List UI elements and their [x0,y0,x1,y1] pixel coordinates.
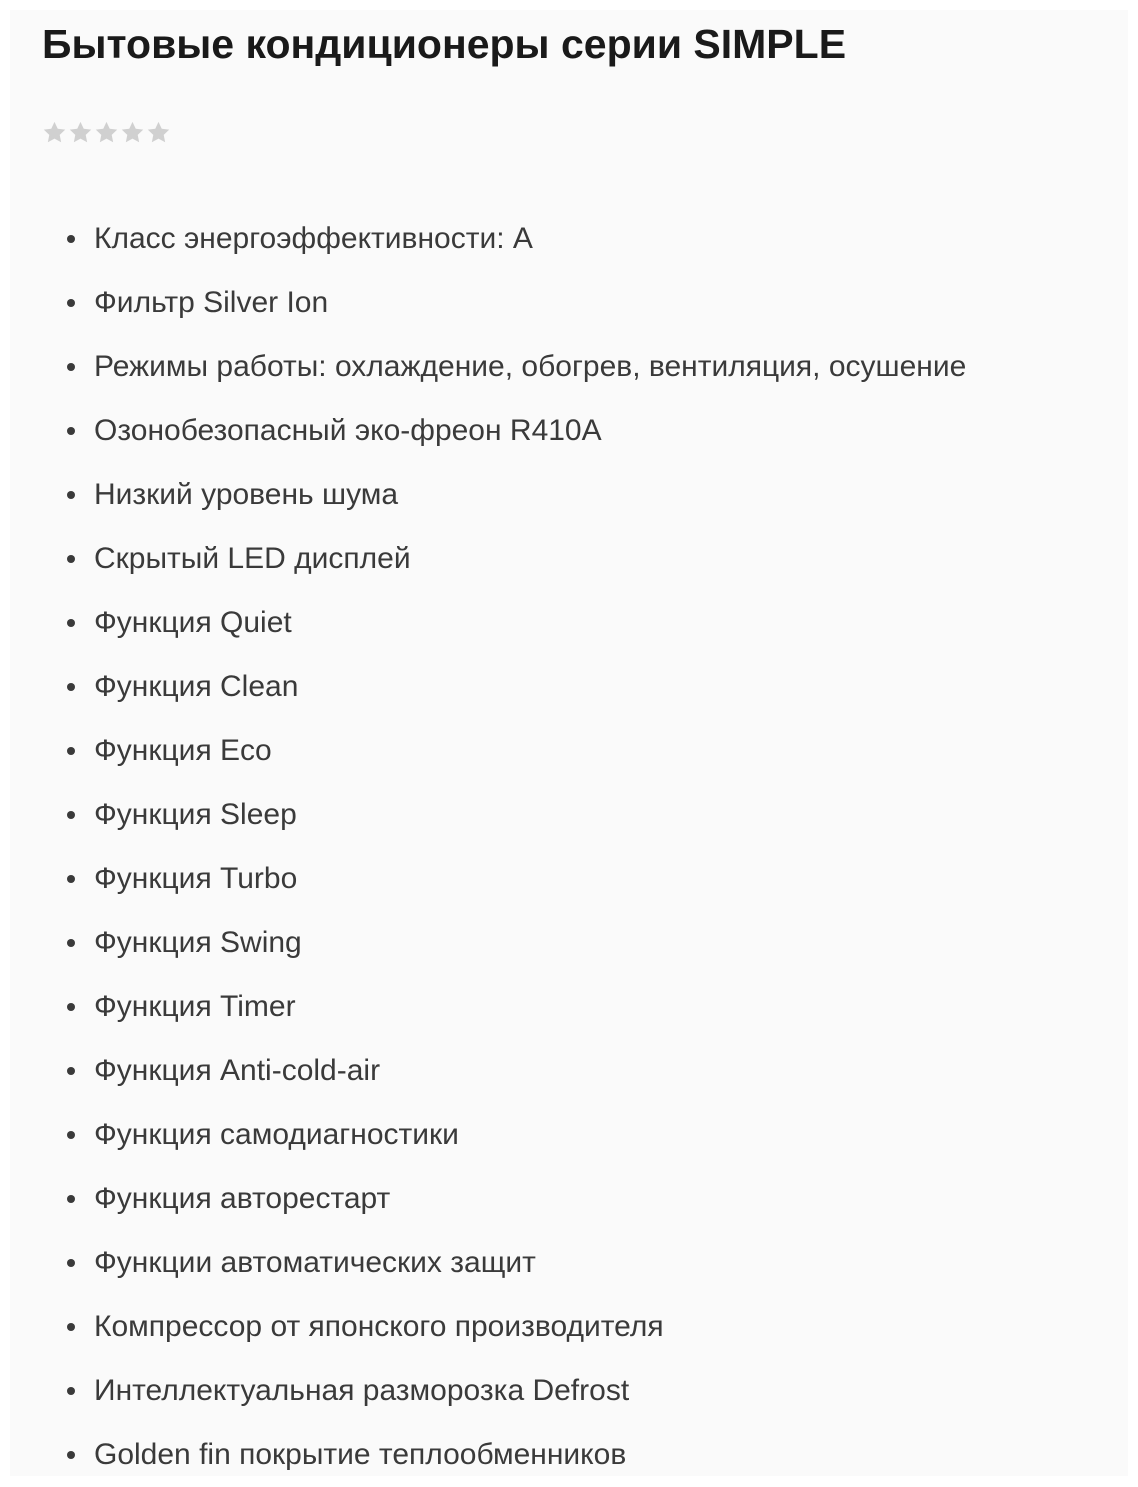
bullet-icon [67,555,75,563]
feature-item [70,783,966,847]
feature-item [70,271,966,335]
bullet-icon [67,1131,75,1139]
feature-text: Режимы работы: охлаждение, обогрев, вентиляция, осушение [94,350,967,383]
feature-item [70,591,966,655]
rating-stars[interactable] [42,120,171,145]
feature-item [70,975,966,1039]
feature-item [70,1423,966,1487]
bullet-icon [67,427,75,435]
feature-item [70,463,966,527]
feature-item [70,527,966,591]
feature-item [70,207,966,271]
bullet-icon [67,1259,75,1267]
feature-text: Функция Anti-cold-air [94,1054,381,1087]
feature-text: Функция Quiet [94,606,292,639]
bullet-icon [67,1003,75,1011]
bullet-icon [67,1451,75,1459]
bullet-icon [67,363,75,371]
star-icon[interactable] [146,120,171,145]
star-icon[interactable] [68,120,93,145]
bullet-icon [67,1323,75,1331]
bullet-icon [67,875,75,883]
star-icon[interactable] [120,120,145,145]
feature-item [70,847,966,911]
feature-item [70,1231,966,1295]
feature-item [70,1167,966,1231]
feature-text: Фильтр Silver Ion [94,286,329,319]
feature-item [70,655,966,719]
feature-item [70,719,966,783]
feature-item [70,911,966,975]
bullet-icon [67,491,75,499]
feature-text: Класс энергоэффективности: A [94,222,533,255]
bullet-icon [67,747,75,755]
feature-list [70,207,966,1487]
feature-text: Функции автоматических защит [94,1246,536,1279]
feature-text: Функция Sleep [94,798,297,831]
feature-item [70,1359,966,1423]
feature-item [70,335,966,399]
feature-item [70,399,966,463]
bullet-icon [67,299,75,307]
product-card [10,10,1128,1476]
bullet-icon [67,235,75,243]
star-icon[interactable] [94,120,119,145]
bullet-icon [67,1195,75,1203]
feature-text: Golden fin покрытие теплообменников [94,1438,627,1471]
feature-text: Озонобезопасный эко-фреон R410A [94,414,602,447]
bullet-icon [67,683,75,691]
feature-text: Функция Clean [94,670,299,703]
feature-text: Функция Turbo [94,862,298,895]
bullet-icon [67,1387,75,1395]
bullet-icon [67,619,75,627]
feature-item [70,1039,966,1103]
feature-text: Низкий уровень шума [94,478,399,511]
star-icon[interactable] [42,120,67,145]
feature-text: Функция самодиагностики [94,1118,459,1151]
feature-text: Функция авторестарт [94,1182,391,1215]
feature-text: Функция Swing [94,926,302,959]
feature-text: Скрытый LED дисплей [94,542,411,575]
page-title: Бытовые кондиционеры серии SIMPLE [42,21,847,67]
feature-text: Компрессор от японского производителя [94,1310,664,1343]
bullet-icon [67,811,75,819]
feature-item [70,1295,966,1359]
feature-text: Интеллектуальная разморозка Defrost [94,1374,630,1407]
feature-item [70,1103,966,1167]
bullet-icon [67,1067,75,1075]
bullet-icon [67,939,75,947]
feature-text: Функция Eco [94,734,272,767]
feature-text: Функция Timer [94,990,296,1023]
